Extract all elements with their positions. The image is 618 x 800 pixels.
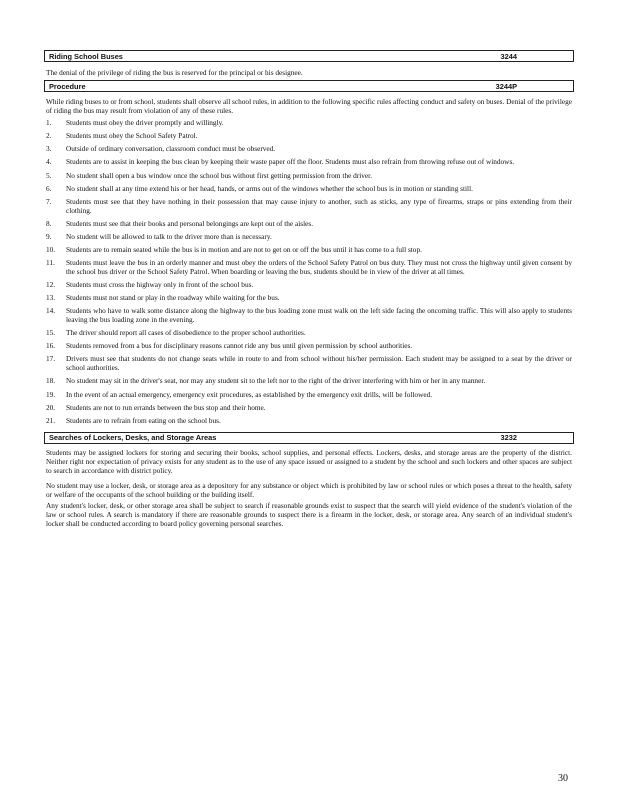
rule-number: 11. bbox=[46, 258, 55, 268]
rule-number: 19. bbox=[46, 389, 56, 399]
rule-number: 9. bbox=[46, 231, 52, 241]
rule-number: 8. bbox=[46, 218, 52, 228]
rule-number: 13. bbox=[46, 293, 56, 303]
rule-item bbox=[44, 172, 574, 181]
rule-item bbox=[44, 281, 574, 290]
rule-item bbox=[44, 119, 574, 128]
policy-header-searches bbox=[44, 432, 574, 444]
rule-text: Students must not stand or play in the roadway while waiting for the bus. bbox=[66, 293, 280, 303]
rule-number: 21. bbox=[46, 415, 56, 425]
policy-code: 3232 bbox=[500, 433, 517, 443]
policy-code: 3244P bbox=[495, 81, 517, 91]
rule-text: Students must see that they have nothing in their possession that may cause injury to another, such as sticks, any type of firearms, straps or pins extending from their clothing. bbox=[66, 196, 572, 215]
rules-list bbox=[44, 119, 574, 425]
rule-number: 3. bbox=[46, 144, 52, 154]
rule-number: 10. bbox=[46, 244, 56, 254]
rule-number: 20. bbox=[46, 402, 56, 412]
policy-header-procedure bbox=[44, 80, 574, 92]
section-title: Searches of Lockers, Desks, and Storage Areas bbox=[49, 433, 217, 443]
rule-number: 16. bbox=[46, 341, 56, 351]
policy-header-riding bbox=[44, 50, 574, 62]
searches-paragraph-3: Any student's locker, desk, or other storage area shall be subject to search if reasonable grounds exist to suspect that the search will yield evidence of the student's violation of the law or school rules. A search is mandatory if there are reasonable grounds to suspect there is a firearm in the locker, desk, or storage area. Any search of an individual student's locker shall be conducted according to board policy governing personal searches. bbox=[46, 500, 572, 528]
rule-number: 15. bbox=[46, 328, 56, 338]
rule-text: The driver should report all cases of disobedience to the proper school authorities. bbox=[66, 328, 306, 338]
rule-item bbox=[44, 404, 574, 413]
rule-item bbox=[44, 329, 574, 338]
section-title: Riding School Buses bbox=[49, 51, 123, 61]
rule-text: Outside of ordinary conversation, classroom conduct must be observed. bbox=[66, 144, 276, 154]
rule-item bbox=[44, 307, 574, 325]
rule-text: Students are not to run errands between the bus stop and their home. bbox=[66, 402, 266, 412]
rule-text: Students who have to walk some distance along the highway to the bus loading zone must walk on the left side facing the oncoming traffic. This will also apply to students leaving the bus loading zone in the evening. bbox=[66, 306, 572, 325]
rule-text: No student shall open a bus window once the school bus without first getting permission from the driver. bbox=[66, 170, 373, 180]
rule-item bbox=[44, 391, 574, 400]
rule-number: 4. bbox=[46, 157, 52, 167]
rule-item bbox=[44, 158, 574, 167]
rule-number: 12. bbox=[46, 280, 56, 290]
rule-item bbox=[44, 185, 574, 194]
rule-number: 5. bbox=[46, 170, 52, 180]
rule-item bbox=[44, 259, 574, 277]
rule-number: 17. bbox=[46, 354, 56, 364]
rule-text: Students must leave the bus in an orderly manner and must obey the orders of the School Safety Patrol on bus duty. They must not cross the highway until given consent by the school bus driver or the School Safety Patrol. When boarding or leaving the bus, students should be in view of the driver at all times. bbox=[66, 258, 572, 276]
rule-item bbox=[44, 342, 574, 351]
rule-text: Students are to refrain from eating on the school bus. bbox=[66, 415, 221, 425]
rule-text: Students are to assist in keeping the bus clean by keeping their waste paper off the floor. Students must also refrain from throwing refuse out of windows. bbox=[66, 157, 515, 167]
rule-number: 2. bbox=[46, 131, 52, 141]
rule-number: 7. bbox=[46, 196, 52, 206]
rule-text: Students removed from a bus for disciplinary reasons cannot ride any bus until given permission by school authorities. bbox=[66, 341, 413, 351]
rule-text: Students must see that their books and personal belongings are kept out of the aisles. bbox=[66, 218, 314, 228]
rule-text: No student shall at any time extend his or her head, hands, or arms out of the windows whether the school bus is in motion or standing still. bbox=[66, 183, 473, 193]
rule-item bbox=[44, 417, 574, 426]
rule-item bbox=[44, 377, 574, 386]
rule-item bbox=[44, 355, 574, 373]
rule-item bbox=[44, 132, 574, 141]
rule-item bbox=[44, 220, 574, 229]
rule-text: Students must cross the highway only in front of the school bus. bbox=[66, 280, 254, 290]
rule-number: 1. bbox=[46, 118, 52, 128]
section-title: Procedure bbox=[49, 81, 86, 91]
rule-text: No student will be allowed to talk to the driver more than is necessary. bbox=[66, 231, 272, 241]
rule-text: Students are to remain seated while the bus is in motion and are not to get on or off the bus until it has come to a full stop. bbox=[66, 244, 422, 254]
page-number: 30 bbox=[558, 773, 568, 784]
rule-number: 14. bbox=[46, 306, 56, 316]
searches-paragraph-2: No student may use a locker, desk, or storage area as a depository for any substance or object which is prohibited by law or school rules or which poses a threat to the health, safety or welfare of the occupants of the school building or the building itself. bbox=[46, 480, 572, 499]
rule-item bbox=[44, 246, 574, 255]
rule-text: Drivers must see that students do not change seats while in route to and from school without his/her permission. Each student may be assigned to a seat by the driver or school authorities. bbox=[66, 354, 572, 373]
section-intro: The denial of the privilege of riding the bus is reserved for the principal or his designee. bbox=[46, 68, 303, 77]
rule-text: Students must obey the School Safety Patrol. bbox=[66, 131, 198, 141]
rule-number: 6. bbox=[46, 183, 52, 193]
rule-item bbox=[44, 233, 574, 242]
rule-item bbox=[44, 145, 574, 154]
procedure-intro: While riding buses to or from school, students shall observe all school rules, in addition to the following specific rules affecting conduct and safety on buses. Denial of the privilege of riding the bus may result from violation of any of these rules. bbox=[46, 97, 572, 115]
document-page bbox=[44, 50, 574, 528]
policy-code: 3244 bbox=[500, 51, 517, 61]
rule-number: 18. bbox=[46, 376, 56, 386]
rule-item bbox=[44, 198, 574, 216]
rule-text: In the event of an actual emergency, emergency exit procedures, as established by the emergency exit drills, will be followed. bbox=[66, 389, 433, 399]
rule-text: Students must obey the driver promptly and willingly. bbox=[66, 118, 224, 128]
searches-paragraph-1: Students may be assigned lockers for storing and securing their books, school supplies, and personal effects. Lockers, desks, and storage areas are the property of the district. Neither right nor expectation of privacy exists for any student as to the use of any space issued or assigned to a student by the school and such lockers and other spaces are subject to search in accordance with district policy. bbox=[46, 447, 572, 475]
rule-item bbox=[44, 294, 574, 303]
rule-text: No student may sit in the driver's seat, nor may any student sit to the left nor to the right of the driver interfering with him or her in any manner. bbox=[66, 376, 486, 386]
